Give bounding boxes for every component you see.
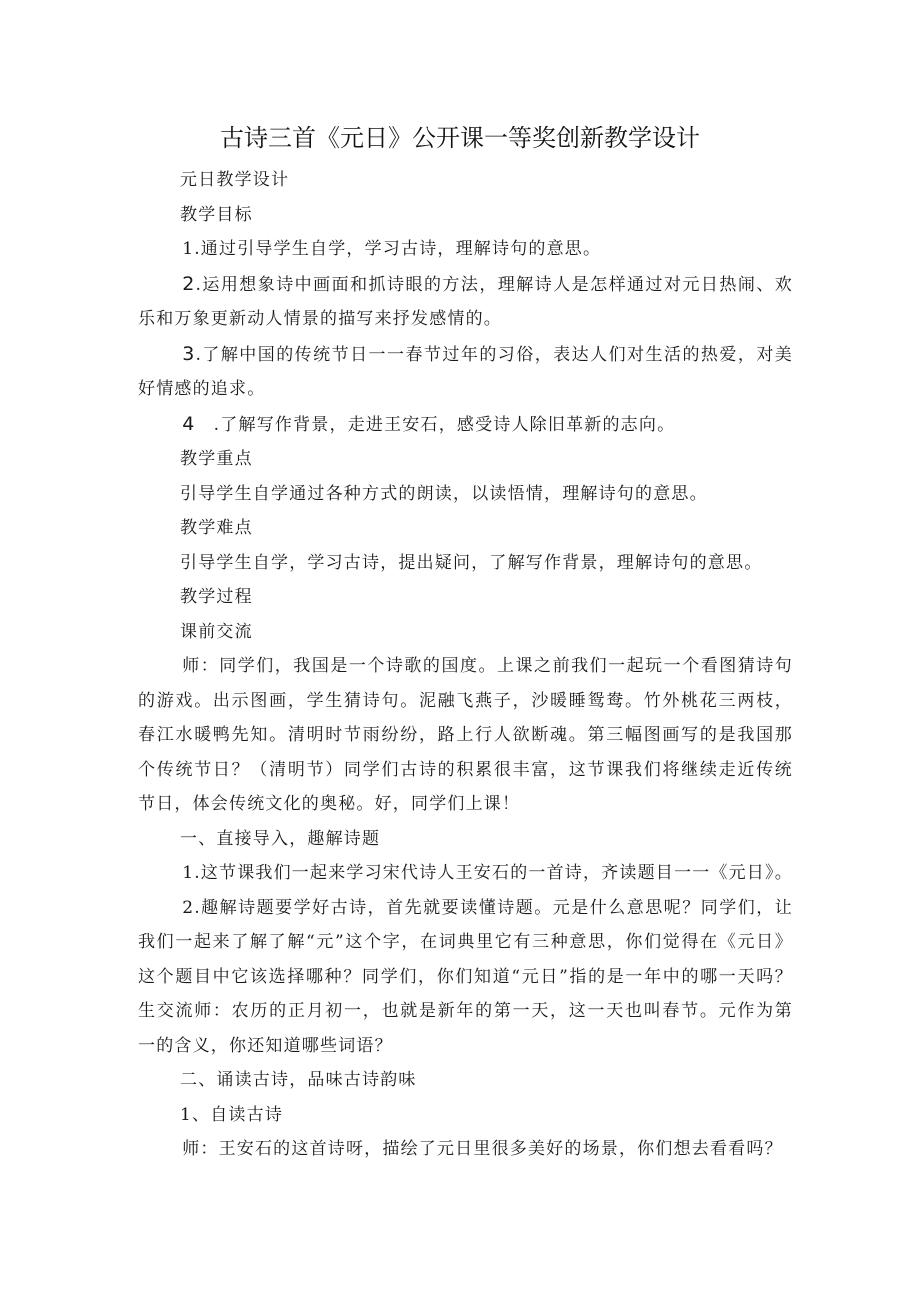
paragraph-text: 1.通过引导学生自学，学习古诗，理解诗句的意思。 [182,239,602,259]
paragraph-text: 引导学生自学通过各种方式的朗读，以读悟情，理解诗句的意思。 [180,483,708,504]
body-paragraph [138,267,793,337]
paragraph-text: 引导学生自学，学习古诗，提出疑问，了解写作背景，理解诗句的意思。 [180,552,763,573]
paragraph-text: 课前交流 [180,621,253,642]
paragraph-text: 2.趣解诗题要学好古诗，首先就要读懂诗题。元是什么意思呢？同学们，让我们一起来了解了解“元”这个字，在词典里它有三种意思，你们觉得在《元日》这个题目中它该选择哪种？同学们，你们知道“元日”指的是一年中的哪一天吗？生交流师：农历的正月初一，也就是新年的第一天，这一天也叫春节。元作为第一的含义，你还知道哪些词语？ [138,897,793,1056]
section-heading [138,822,793,857]
paragraph-text: .了解中国的传统节日一一春节过年的习俗，表达人们对生活的热爱，对美好情感的追求。 [138,344,793,399]
paragraph-text: 1.这节课我们一起来学习宋代诗人王安石的一首诗，齐读题目一一《元日》。 [182,863,793,883]
paragraph-text: 一、直接导入，趣解诗题 [180,828,381,849]
section-heading [138,580,793,615]
paragraph-text: 师：王安石的这首诗呀，描绘了元日里很多美好的场景，你们想去看看吗？ [182,1139,783,1159]
paragraph-text: 教学目标 [180,204,253,225]
paragraph-text: 二、诵读古诗，品味古诗韵味 [180,1070,417,1090]
body-paragraph [138,891,793,1064]
paragraph-text: 1、自读古诗 [180,1104,284,1125]
document-body [138,163,793,1167]
body-paragraph [138,1132,793,1167]
section-heading [138,1063,793,1098]
body-paragraph [138,232,793,267]
section-heading [138,511,793,546]
body-paragraph [138,337,793,407]
paragraph-text: 教学难点 [180,518,253,538]
section-heading [138,477,793,512]
document-title: 古诗三首《元日》公开课一等奖创新教学设计 [220,124,700,152]
paragraph-text: .了解写作背景，走进王安石，感受诗人除旧革新的志向。 [195,414,676,435]
section-heading [138,546,793,581]
list-number: 3 [182,342,196,365]
paragraph-text: .运用想象诗中画面和抓诗眼的方法，理解诗人是怎样通过对元日热闹、欢乐和万象更新动人情景的描写来抒发感情的。 [138,274,793,329]
paragraph-text: 教学过程 [180,587,253,607]
section-heading [138,442,793,477]
section-heading [138,1098,793,1133]
list-number: 2 [182,272,196,295]
paragraph-text: 教学重点 [180,449,253,469]
list-number: 4 [182,412,196,435]
body-paragraph [138,856,793,891]
paragraph-text: 师：同学们，我国是一个诗歌的国度。上课之前我们一起玩一个看图猜诗句的游戏。出示图画，学生猜诗句。泥融飞燕子，沙暖睡鸳鸯。竹外桃花三两枝，春江水暖鸭先知。清明时节雨纷纷，路上行人欲断魂。第三幅图画写的是我国那个传统节日？（清明节）同学们古诗的积累很丰富，这节课我们将继续走近传统节日，体会传统文化的奥秘。好，同学们上课！ [138,656,793,814]
section-heading [138,163,793,198]
body-paragraph [138,407,793,443]
section-heading [138,198,793,233]
paragraph-text: 元日教学设计 [180,170,290,190]
body-paragraph [138,649,793,822]
section-heading [138,615,793,650]
